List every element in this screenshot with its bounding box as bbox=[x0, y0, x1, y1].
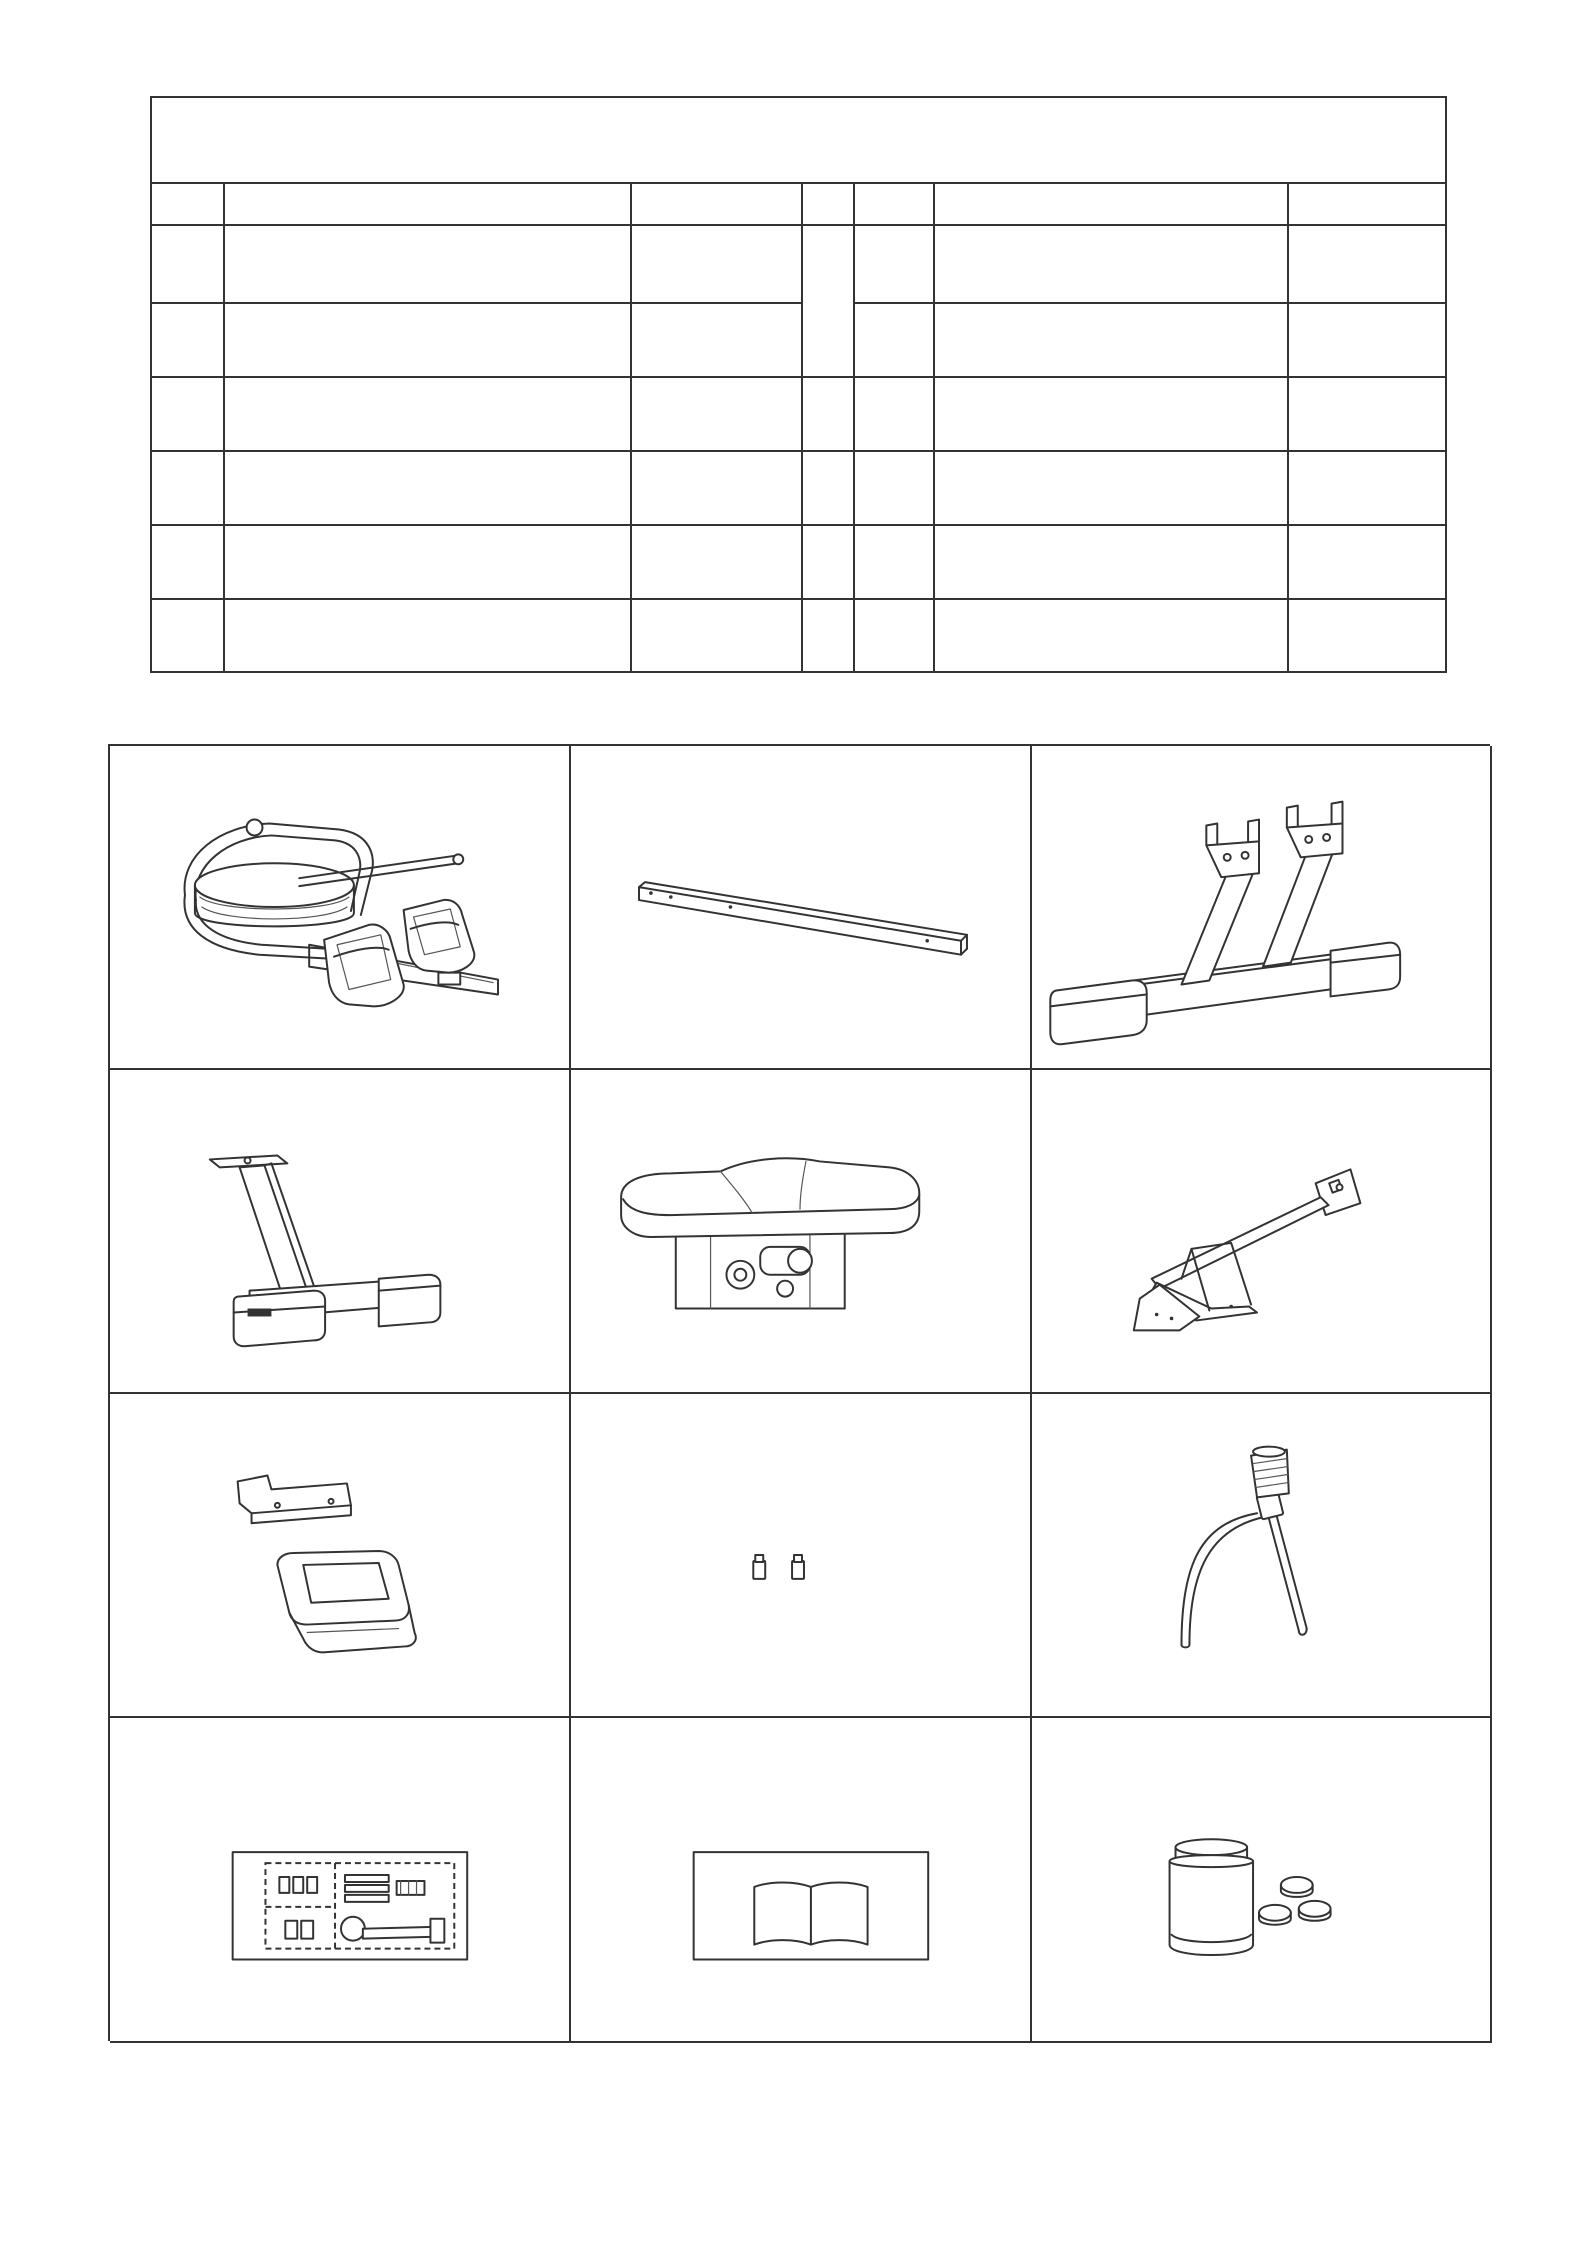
part-cell-manual bbox=[571, 1718, 1032, 2043]
monitor-icon bbox=[110, 1394, 569, 1716]
hardware-pack-icon bbox=[110, 1718, 569, 2041]
slide-rail-icon bbox=[571, 746, 1030, 1068]
part-cell-slide-rail bbox=[571, 746, 1032, 1070]
part-cell-monitor bbox=[110, 1394, 571, 1718]
front-stabilizer-icon bbox=[1032, 746, 1490, 1068]
part-cell-front-stabilizer bbox=[1032, 746, 1492, 1070]
parts-illustration-grid bbox=[108, 744, 1490, 2041]
bolt-caps-icon bbox=[571, 1394, 1030, 1716]
part-cell-siphon-pump bbox=[1032, 1394, 1492, 1718]
parts-list-table bbox=[150, 96, 1447, 673]
parts-table-grid bbox=[150, 96, 1447, 673]
siphon-pump-icon bbox=[1032, 1394, 1490, 1716]
monitor-bracket-icon bbox=[1032, 1070, 1490, 1392]
part-cell-bolt-caps bbox=[571, 1394, 1032, 1718]
part-cell-monitor-bracket bbox=[1032, 1070, 1492, 1394]
purification-tablets-icon bbox=[1032, 1718, 1490, 2041]
part-cell-purification-tablets bbox=[1032, 1718, 1492, 2043]
manual-book-icon bbox=[571, 1718, 1030, 2041]
part-cell-rear-stabilizer bbox=[110, 1070, 571, 1394]
water-rower-main-frame-icon bbox=[110, 746, 569, 1068]
seat-icon bbox=[571, 1070, 1030, 1392]
rear-stabilizer-icon bbox=[110, 1070, 569, 1392]
part-cell-main-frame bbox=[110, 746, 571, 1070]
part-cell-hardware-pack bbox=[110, 1718, 571, 2043]
part-cell-seat bbox=[571, 1070, 1032, 1394]
